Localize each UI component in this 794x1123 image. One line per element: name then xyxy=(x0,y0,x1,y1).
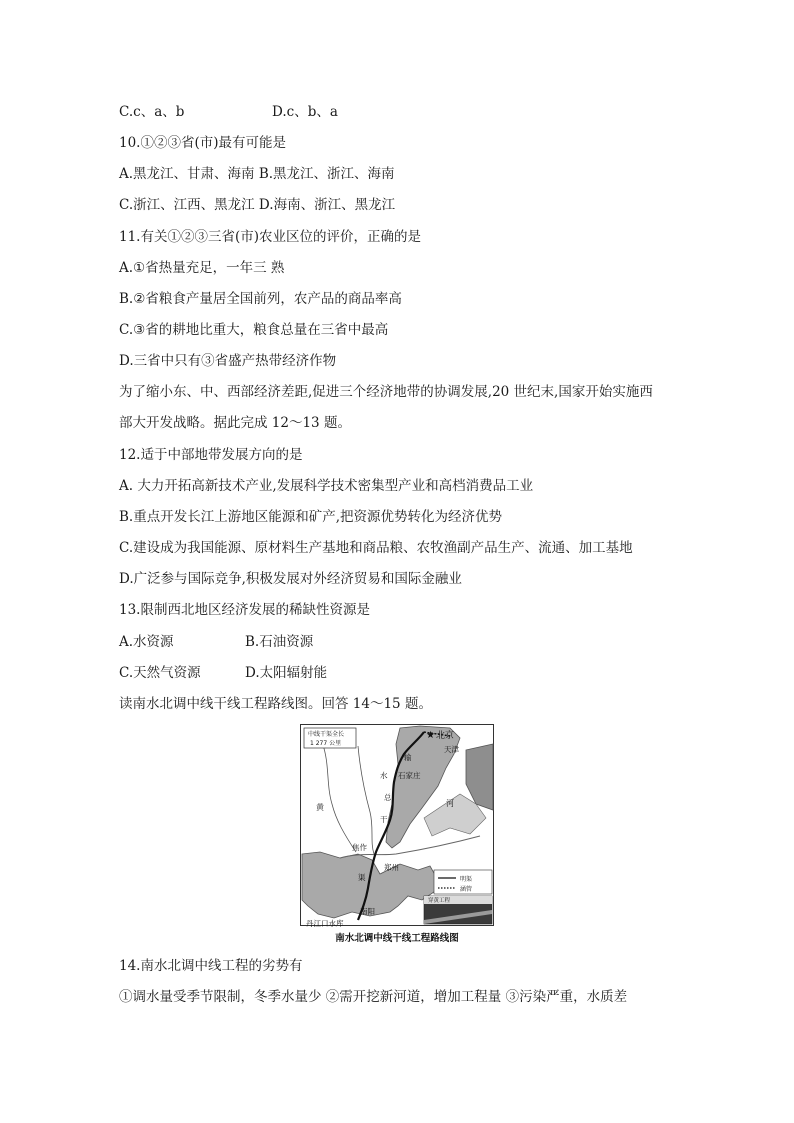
canal-char-3: 总 xyxy=(384,793,392,802)
q12-option-a: A. 大力开拓高新技术产业,发展科学技术密集型产业和高档消费品工业 xyxy=(119,478,534,494)
legend-pipe: 涵管 xyxy=(460,886,473,893)
q10-options-ab: A.黑龙江、甘肃、海南 B.黑龙江、浙江、海南 xyxy=(119,166,395,182)
q11-option-a: A.①省热量充足，一年三 熟 xyxy=(119,260,285,276)
city-nanyang: 南阳 xyxy=(360,907,375,916)
q12-stem: 12.适于中部地带发展方向的是 xyxy=(119,447,303,463)
city-beijing: 北京 xyxy=(436,731,455,741)
canal-char-1: 输 xyxy=(404,753,412,762)
canal-char-5: 渠 xyxy=(358,873,366,882)
intro-14-15: 读南水北调中线干线工程路线图。回答 14～15 题。 xyxy=(119,696,432,712)
city-jiaozuo: 焦作 xyxy=(352,843,367,852)
info-box-line2: 1 277 公里 xyxy=(310,740,342,747)
info-box-line1: 中线干渠全长 xyxy=(308,731,345,738)
q13-option-c: C.天然气资源 xyxy=(119,665,201,681)
q9-option-d: D.c、b、a xyxy=(272,104,338,120)
q14-stem: 14.南水北调中线工程的劣势有 xyxy=(119,958,303,974)
city-shijiazhuang: 石家庄 xyxy=(398,771,421,780)
q13-option-a: A.水资源 xyxy=(119,634,174,650)
canal-char-4: 干 xyxy=(380,815,388,824)
intro-12-13-line2: 部大开发战略。据此完成 12～13 题。 xyxy=(119,415,351,431)
q13-stem: 13.限制西北地区经济发展的稀缺性资源是 xyxy=(119,602,370,618)
q13-option-d: D.太阳辐射能 xyxy=(245,665,328,681)
q9-option-c: C.c、a、b xyxy=(119,104,185,120)
reservoir-danjiangkou: 丹江口水库 xyxy=(306,919,344,928)
q11-stem: 11.有关①②③三省(市)农业区位的评价，正确的是 xyxy=(119,229,422,245)
city-tianjin: 天津 xyxy=(444,745,459,754)
q11-option-c: C.③省的耕地比重大，粮食总量在三省中最高 xyxy=(119,322,389,338)
q11-option-d: D.三省中只有③省盛产热带经济作物 xyxy=(119,353,337,369)
photo-label: 穿黄工程 xyxy=(428,898,451,904)
city-zhengzhou: 郑州 xyxy=(384,863,399,872)
q12-option-b: B.重点开发长江上游地区能源和矿产,把资源优势转化为经济优势 xyxy=(119,509,503,525)
river-char-huang: 黄 xyxy=(316,803,324,812)
intro-12-13-line1: 为了缩小东、中、西部经济差距,促进三个经济地带的协调发展,20 世纪末,国家开始实施西 xyxy=(119,384,653,400)
legend-open: 明渠 xyxy=(460,876,473,883)
route-map-figure xyxy=(300,724,494,946)
q10-options-cd: C.浙江、江西、黑龙江 D.海南、浙江、黑龙江 xyxy=(119,197,396,213)
canal-char-2: 水 xyxy=(380,771,388,780)
q12-option-c: C.建设成为我国能源、原材料生产基地和商品粮、农牧渔副产品生产、流通、加工基地 xyxy=(119,540,633,556)
map-caption: 南水北调中线干线工程路线图 xyxy=(335,933,459,944)
q10-stem: 10.①②③省(市)最有可能是 xyxy=(119,135,287,151)
q14-choices: ①调水量受季节限制，冬季水量少 ②需开挖新河道，增加工程量 ③污染严重，水质差 xyxy=(119,989,628,1005)
q11-option-b: B.②省粮食产量居全国前列，农产品的商品率高 xyxy=(119,291,402,307)
q12-option-d: D.广泛参与国际竞争,积极发展对外经济贸易和国际金融业 xyxy=(119,571,462,587)
city-beijing-star: ★ xyxy=(426,730,435,741)
river-char-he: 河 xyxy=(446,799,454,808)
q13-option-b: B.石油资源 xyxy=(245,634,314,650)
